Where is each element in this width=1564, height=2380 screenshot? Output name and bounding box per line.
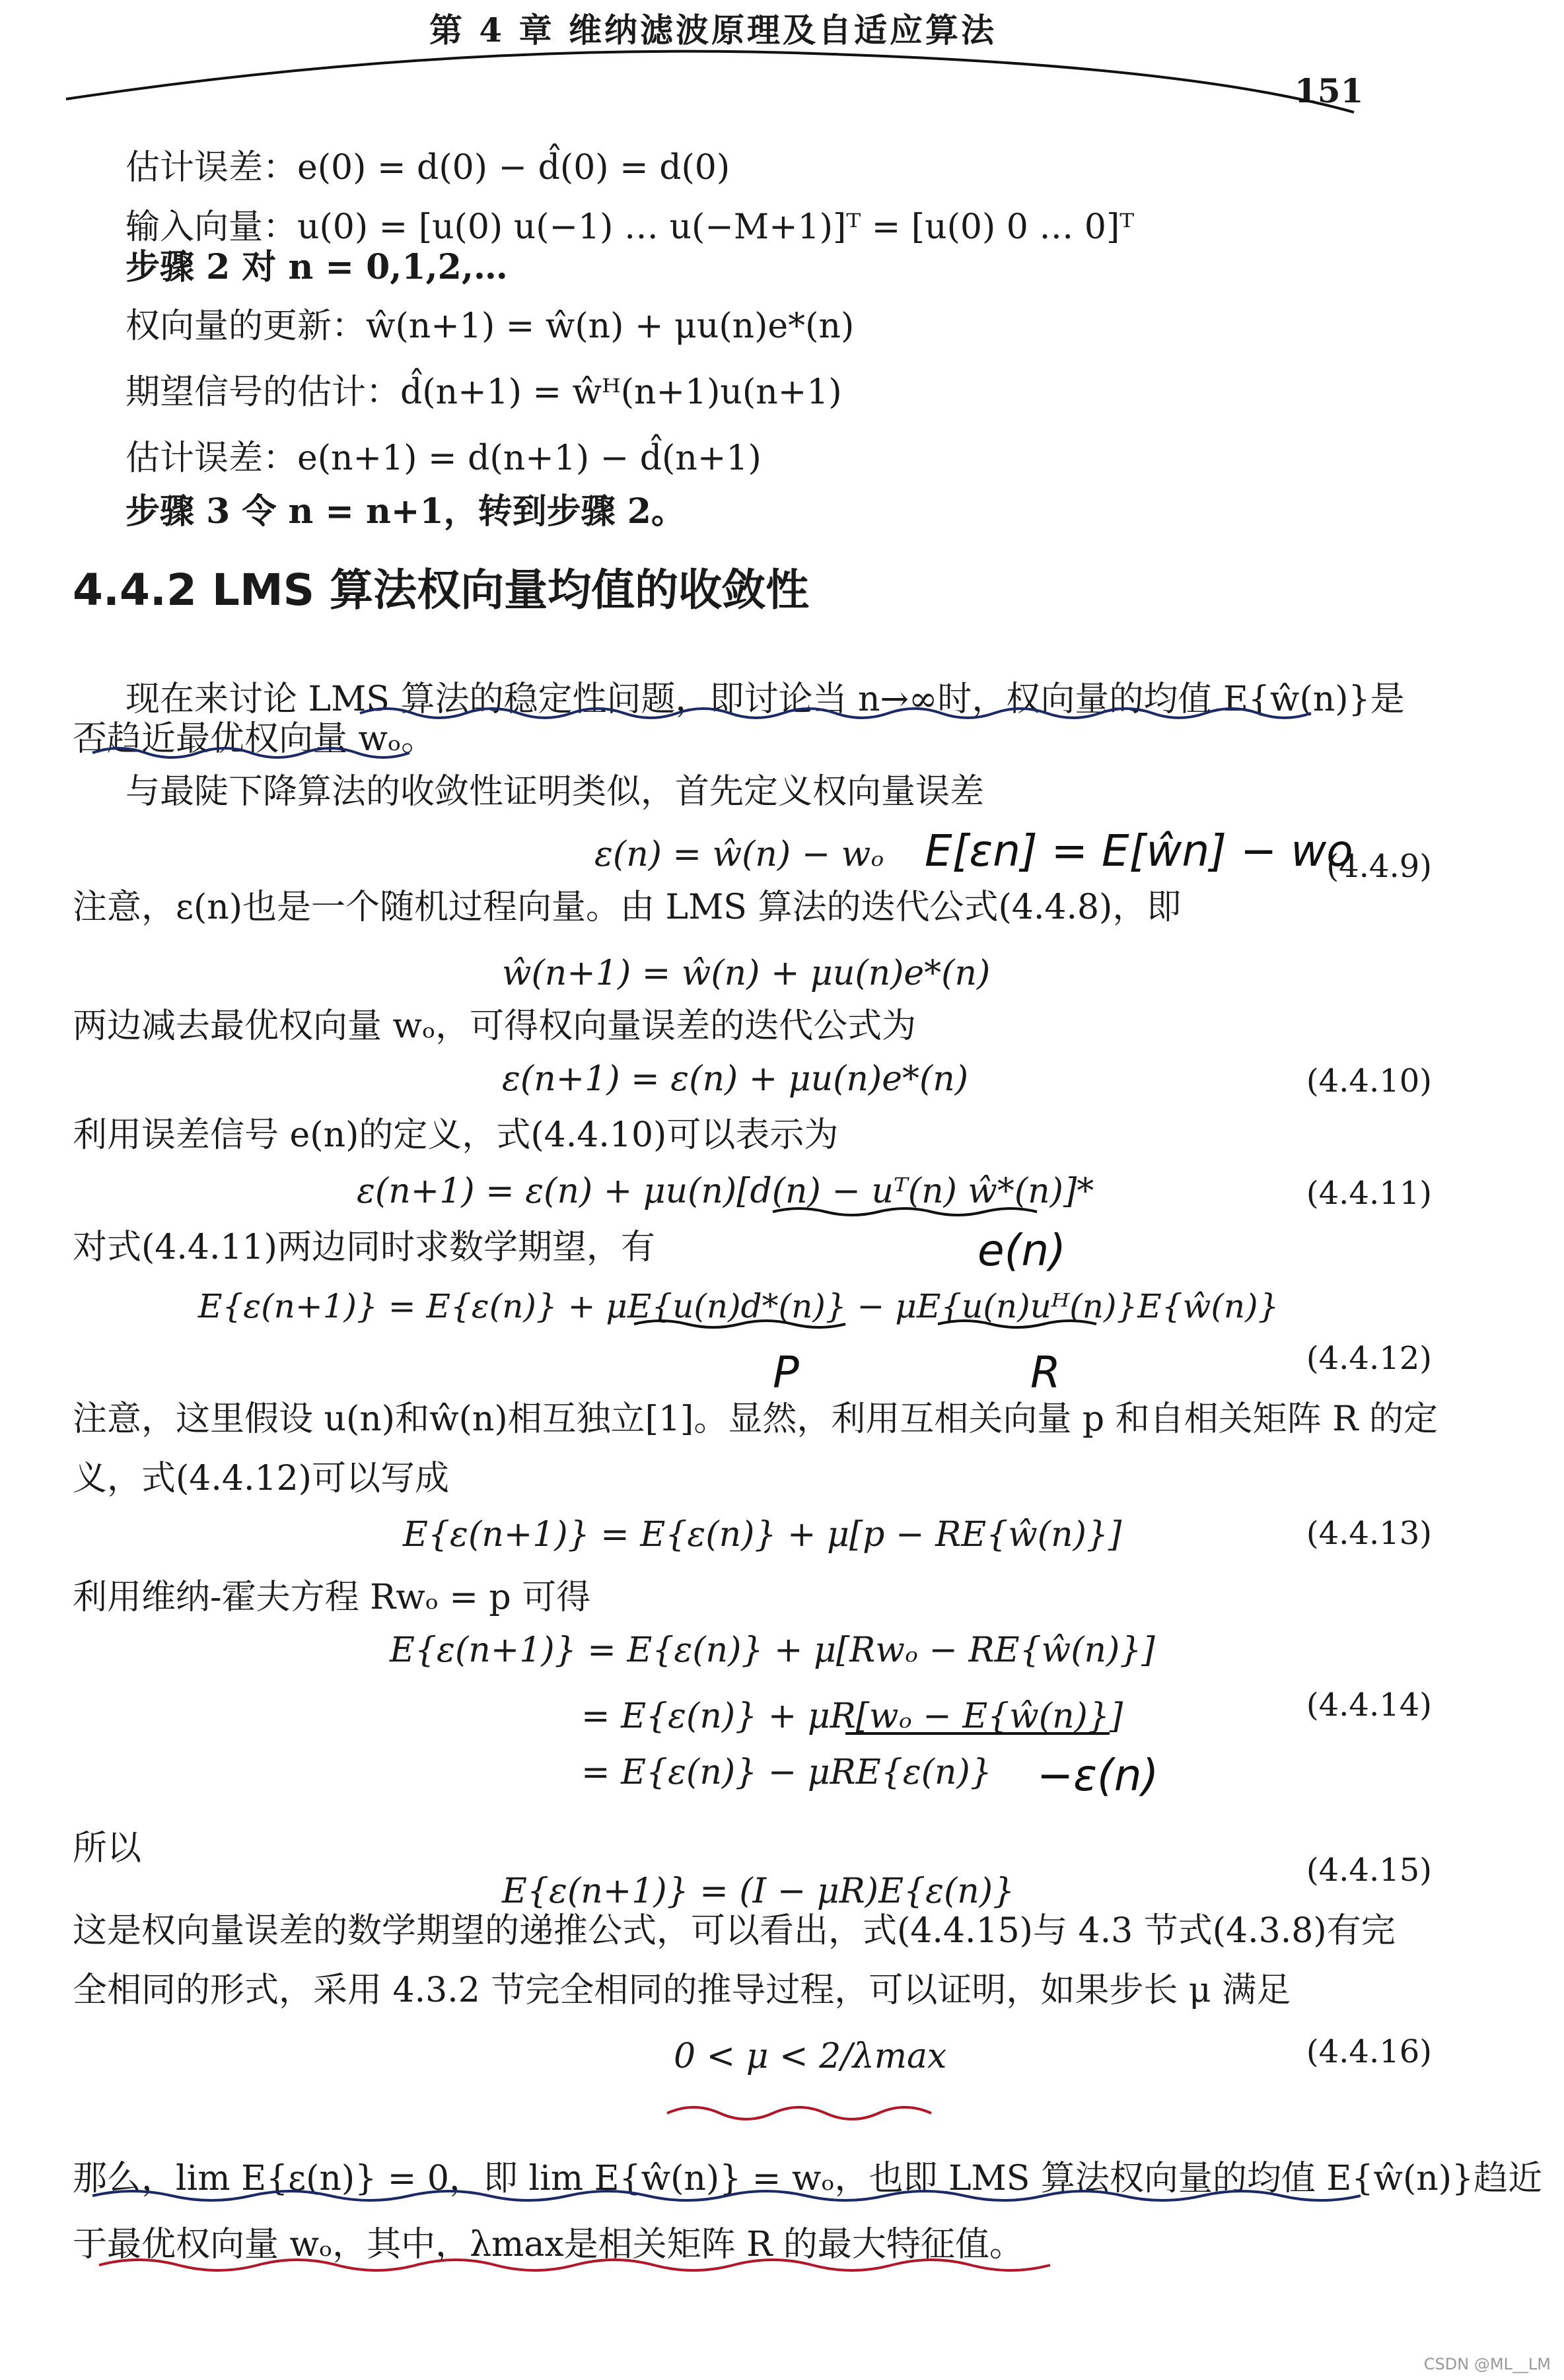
equation-number-4-4-11: (4.4.11) [1306, 1175, 1432, 1212]
page-header [0, 0, 1564, 125]
equation-number-4-4-10: (4.4.10) [1306, 1063, 1432, 1100]
para-10-line-1: 这是权向量误差的数学期望的递推公式，可以看出，式(4.4.15)与 4.3 节式(4.3.8)有完 [73, 1911, 1396, 1951]
algo-line-error-n: 估计误差：e(n+1) = d(n+1) − d̂(n+1) [125, 438, 762, 478]
equation-4-4-12: E{ε(n+1)} = E{ε(n)} + μE{u(n)d*(n)} − μE{u(n)uᴴ(n)}E{ŵ(n)} [198, 1287, 1279, 1325]
para-2-line-1: 与最陡下降算法的收敛性证明类似，首先定义权向量误差 [125, 772, 985, 812]
algo-line-error0: 估计误差：e(0) = d(0) − d̂(0) = d(0) [125, 148, 730, 188]
handwritten-note-en: e(n) [978, 1225, 1066, 1276]
equation-4-4-14-line-2: = E{ε(n)} + μR[wₒ − E{ŵ(n)}] [581, 1697, 1123, 1736]
para-10-line-2: 全相同的形式，采用 4.3.2 节完全相同的推导过程，可以证明，如果步长 μ 满足 [73, 1971, 1291, 2010]
equation-4-4-16: 0 < μ < 2/λmax [674, 2037, 947, 2076]
red-underline-eq-4-4-16 [667, 2107, 931, 2119]
equation-4-4-13: E{ε(n+1)} = E{ε(n)} + μ[p − RE{ŵ(n)}] [403, 1515, 1122, 1555]
equation-4-4-11: ε(n+1) = ε(n) + μu(n)[d(n) − uᵀ(n) ŵ*(n)]* [357, 1172, 1094, 1211]
para-5-line-1: 利用误差信号 e(n)的定义，式(4.4.10)可以表示为 [73, 1115, 839, 1155]
header-rule [0, 0, 1564, 125]
equation-4-4-15: E{ε(n+1)} = (I − μR)E{ε(n)} [502, 1872, 1015, 1911]
equation-number-4-4-14: (4.4.14) [1306, 1687, 1432, 1724]
para-9-line-1: 所以 [73, 1829, 142, 1868]
section-heading: 4.4.2 LMS 算法权向量均值的收敛性 [73, 565, 810, 615]
handwritten-note-p: P [773, 1347, 799, 1398]
algo-step-3: 步骤 3 令 n = n+1，转到步骤 2。 [125, 491, 686, 532]
equation-number-4-4-12: (4.4.12) [1306, 1340, 1432, 1377]
algo-line-weight-update: 权向量的更新：ŵ(n+1) = ŵ(n) + μu(n)e*(n) [125, 306, 855, 346]
equation-4-4-8: ŵ(n+1) = ŵ(n) + μu(n)e*(n) [502, 954, 991, 993]
page-number: 151 [1295, 71, 1364, 110]
handwritten-note-expectation: E[εn] = E[ŵn] − wo [925, 825, 1353, 876]
para-8-line-1: 利用维纳-霍夫方程 Rwₒ = p 可得 [73, 1578, 591, 1617]
para-1-line-2: 否趋近最优权向量 wₒ。 [73, 719, 436, 759]
para-11-line-2: 于最优权向量 wₒ，其中，λmax是相关矩阵 R 的最大特征值。 [73, 2225, 1024, 2264]
handwritten-note-neg-eps: −ε(n) [1037, 1750, 1159, 1801]
para-7-line-2: 义，式(4.4.12)可以写成 [73, 1459, 449, 1498]
para-11-line-1: 那么，lim E{ε(n)} = 0，即 lim E{ŵ(n)} = wₒ，也即 LMS 算法权向量的均值 E{ŵ(n)}趋近 [73, 2159, 1543, 2198]
para-6-line-1: 对式(4.4.11)两边同时求数学期望，有 [73, 1228, 655, 1267]
para-1-line-1: 现在来讨论 LMS 算法的稳定性问题，即讨论当 n→∞时，权向量的均值 E{ŵ(n)}是 [125, 680, 1405, 719]
para-7-line-1: 注意，这里假设 u(n)和ŵ(n)相互独立[1]。显然，利用互相关向量 p 和自相关矩阵 R 的定 [73, 1399, 1438, 1439]
chapter-title: 第 4 章 维纳滤波原理及自适应算法 [429, 11, 997, 50]
algo-step-2: 步骤 2 对 n = 0,1,2,… [125, 247, 508, 287]
para-3-line-1: 注意，ε(n)也是一个随机过程向量。由 LMS 算法的迭代公式(4.4.8)，即 [73, 888, 1182, 927]
equation-number-4-4-16: (4.4.16) [1306, 2033, 1432, 2070]
equation-number-4-4-15: (4.4.15) [1306, 1852, 1432, 1889]
equation-4-4-9: ε(n) = ŵ(n) − wₒ [594, 835, 884, 874]
equation-number-4-4-13: (4.4.13) [1306, 1515, 1432, 1552]
equation-4-4-10: ε(n+1) = ε(n) + μu(n)e*(n) [502, 1059, 969, 1099]
para-4-line-1: 两边减去最优权向量 wₒ，可得权向量误差的迭代公式为 [73, 1006, 917, 1046]
equation-4-4-14-line-1: E{ε(n+1)} = E{ε(n)} + μ[Rwₒ − RE{ŵ(n)}] [390, 1630, 1155, 1670]
watermark: CSDN @ML__LM [1423, 2355, 1551, 2373]
equation-4-4-14-line-3: = E{ε(n)} − μRE{ε(n)} [581, 1753, 992, 1792]
handwritten-note-r: R [1030, 1347, 1061, 1398]
equation-number-4-4-9: (4.4.9) [1326, 848, 1432, 885]
algo-line-input-vector: 输入向量：u(0) = [u(0) u(−1) … u(−M+1)]ᵀ = [u(0) 0 … 0]ᵀ [125, 207, 1135, 247]
algo-line-desired-estimate: 期望信号的估计：d̂(n+1) = ŵᴴ(n+1)u(n+1) [125, 372, 842, 412]
